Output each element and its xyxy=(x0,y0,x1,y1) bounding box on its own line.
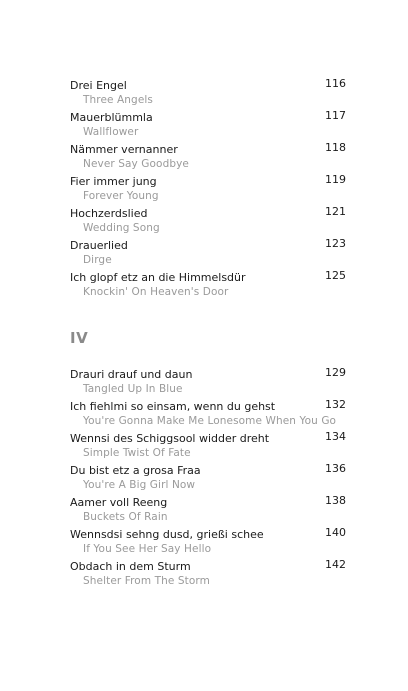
toc-entry-page-number: 121 xyxy=(325,205,346,218)
toc-section-1 xyxy=(70,76,346,300)
toc-entry-title-row xyxy=(70,557,346,573)
toc-entry-subtitle: Shelter From The Storm xyxy=(83,575,210,587)
toc-entry xyxy=(70,397,346,429)
toc-section-2 xyxy=(70,365,346,589)
toc-entry-title-row xyxy=(70,268,346,284)
toc-entry-page-number: 140 xyxy=(325,526,346,539)
toc-entry-page-number: 116 xyxy=(325,77,346,90)
toc-entry-subtitle: You're A Big Girl Now xyxy=(83,479,196,491)
toc-entry-page-number: 118 xyxy=(325,141,346,154)
toc-entry xyxy=(70,140,346,172)
toc-entry-title: Ich glopf etz an die Himmelsdür xyxy=(70,271,246,284)
toc-entry-subtitle: Dirge xyxy=(83,254,112,266)
toc-entry-title: Wennsi des Schiggsool widder dreht xyxy=(70,432,270,445)
toc-entry-page-number: 123 xyxy=(325,237,346,250)
toc-entry-page-number: 134 xyxy=(325,430,346,443)
toc-entry xyxy=(70,429,346,461)
toc-entry-title-row xyxy=(70,525,346,541)
toc-entry-page-number: 129 xyxy=(325,366,346,379)
toc-entry-title: Obdach in dem Sturm xyxy=(70,560,191,573)
section-heading: IV xyxy=(70,329,89,347)
toc-entry-title: Nämmer vernanner xyxy=(70,143,178,156)
toc-entry-title-row xyxy=(70,172,346,188)
toc-entry-page-number: 117 xyxy=(325,109,346,122)
toc-entry xyxy=(70,557,346,589)
toc-entry-subtitle: Simple Twist Of Fate xyxy=(83,447,191,459)
toc-entry-subtitle: Forever Young xyxy=(83,190,159,202)
toc-entry-page-number: 125 xyxy=(325,269,346,282)
toc-entry-title: Fier immer jung xyxy=(70,175,157,188)
toc-entry-title: Drei Engel xyxy=(70,79,127,92)
toc-entry xyxy=(70,365,346,397)
toc-entry-subtitle: Buckets Of Rain xyxy=(83,511,168,523)
toc-entry xyxy=(70,236,346,268)
toc-entry-title: Ich fiehlmi so einsam, wenn du gehst xyxy=(70,400,276,413)
toc-entry-title: Du bist etz a groѕa Fraa xyxy=(70,464,201,477)
toc-entry-title: Hochzerdslied xyxy=(70,207,148,220)
toc-entry-title-row xyxy=(70,108,346,124)
toc-entry-subtitle: Knockin' On Heaven's Door xyxy=(83,286,229,298)
toc-entry-title: Aamer voll Reeng xyxy=(70,496,168,509)
toc-entry-title-row xyxy=(70,140,346,156)
toc-entry-title-row xyxy=(70,397,346,413)
toc-entry xyxy=(70,525,346,557)
toc-entry xyxy=(70,76,346,108)
toc-entry-page-number: 136 xyxy=(325,462,346,475)
toc-entry-subtitle: Wallflower xyxy=(83,126,139,138)
toc-entry-subtitle: If You See Her Say Hello xyxy=(83,543,212,555)
toc-entry-title-row xyxy=(70,76,346,92)
toc-entry-title: Wennsdsi sehng dusd, grießi schee xyxy=(70,528,264,541)
toc-entry-subtitle: Never Say Goodbye xyxy=(83,158,189,170)
toc-entry xyxy=(70,108,346,140)
toc-entry xyxy=(70,204,346,236)
toc-entry-title: Mauerblümmla xyxy=(70,111,153,124)
toc-entry-title-row xyxy=(70,365,346,381)
toc-entry-page-number: 142 xyxy=(325,558,346,571)
toc-entry-title-row xyxy=(70,461,346,477)
toc-entry-subtitle: You're Gonna Make Me Lonesome When You Go xyxy=(83,415,337,427)
toc-entry xyxy=(70,493,346,525)
toc-entry-title-row xyxy=(70,493,346,509)
toc-entry-subtitle: Wedding Song xyxy=(83,222,160,234)
toc-entry-title-row xyxy=(70,204,346,220)
toc-entry-title-row xyxy=(70,236,346,252)
toc-entry-title: Drauerlied xyxy=(70,239,128,252)
toc-entry-page-number: 119 xyxy=(325,173,346,186)
toc-entry-page-number: 138 xyxy=(325,494,346,507)
toc-entry-subtitle: Three Angels xyxy=(83,94,153,106)
toc-entry xyxy=(70,172,346,204)
toc-entry xyxy=(70,461,346,493)
toc-entry xyxy=(70,268,346,300)
toc-entry-subtitle: Tangled Up In Blue xyxy=(83,383,183,395)
toc-entry-title: Drauri drauf und daun xyxy=(70,368,193,381)
toc-entry-page-number: 132 xyxy=(325,398,346,411)
toc-entry-title-row xyxy=(70,429,346,445)
